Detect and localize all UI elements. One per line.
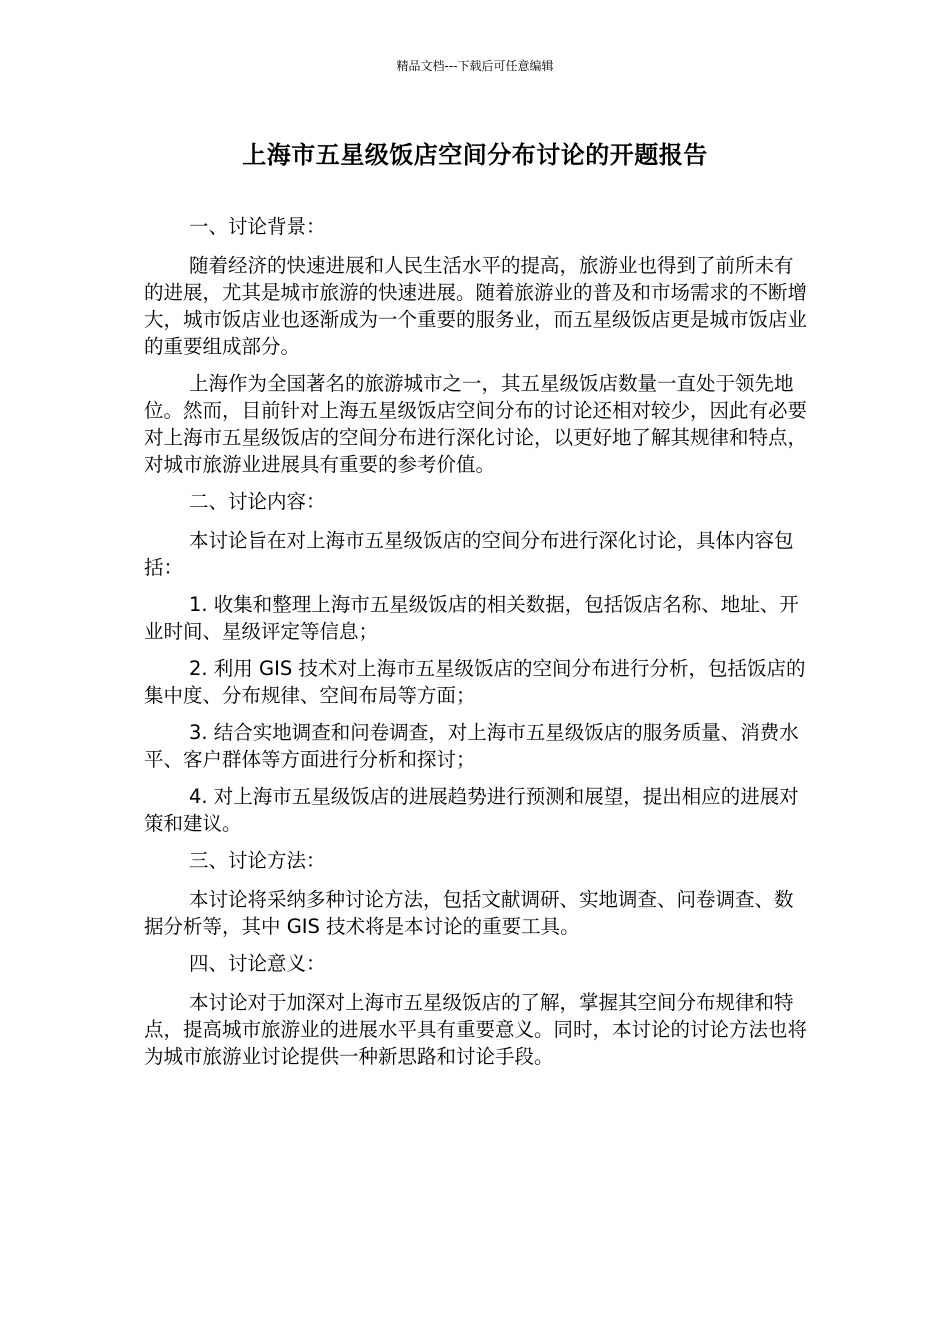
paragraph: 本讨论对于加深对上海市五星级饭店的了解，掌握其空间分布规律和特点，提高城市旅游业的进展水平具有重要意义。同时，本讨论的讨论方法也将为城市旅游业讨论提供一种新思路和讨论手段。 — [144, 991, 808, 1068]
list-item: 3. 结合实地调查和问卷调查，对上海市五星级饭店的服务质量、消费水平、客户群体等方面进行分析和探讨； — [144, 721, 799, 771]
paragraph: 本讨论旨在对上海市五星级饭店的空间分布进行深化讨论，具体内容包括： — [144, 529, 794, 579]
section-heading: 三、讨论方法： — [189, 849, 326, 872]
section-content — [144, 488, 808, 837]
list-item: 2. 利用 GIS 技术对上海市五星级饭店的空间分布进行分析，包括饭店的集中度、分布规律、空间布局等方面； — [144, 657, 806, 707]
document-body — [144, 213, 808, 1080]
page-header: 精品文档---下载后可任意编辑 — [396, 59, 554, 73]
section-heading: 一、讨论背景： — [189, 215, 326, 238]
section-significance — [144, 950, 808, 1070]
paragraph: 本讨论将采纳多种讨论方法，包括文献调研、实地调查、问卷调查、数据分析等，其中 GIS 技术将是本讨论的重要工具。 — [144, 888, 794, 938]
section-background — [144, 213, 808, 478]
paragraph: 上海作为全国著名的旅游城市之一，其五星级饭店数量一直处于领先地位。然而，目前针对上海五星级饭店空间分布的讨论还相对较少，因此有必要对上海市五星级饭店的空间分布进行深化讨论，以更好地了解其规律和特点，对城市旅游业进展具有重要的参考价值。 — [144, 372, 808, 476]
paragraph: 随着经济的快速进展和人民生活水平的提高，旅游业也得到了前所未有的进展，尤其是城市旅游的快速进展。随着旅游业的普及和市场需求的不断增大，城市饭店业也逐渐成为一个重要的服务业，而五星级饭店更是城市饭店业的重要组成部分。 — [144, 254, 808, 358]
document-title: 上海市五星级饭店空间分布讨论的开题报告 — [242, 141, 708, 169]
list-item: 1. 收集和整理上海市五星级饭店的相关数据，包括饭店名称、地址、开业时间、星级评定等信息； — [144, 593, 799, 643]
section-methods — [144, 847, 808, 940]
section-heading: 四、讨论意义： — [189, 952, 326, 975]
section-heading: 二、讨论内容： — [189, 490, 326, 513]
list-item: 4. 对上海市五星级饭店的进展趋势进行预测和展望，提出相应的进展对策和建议。 — [144, 785, 799, 835]
